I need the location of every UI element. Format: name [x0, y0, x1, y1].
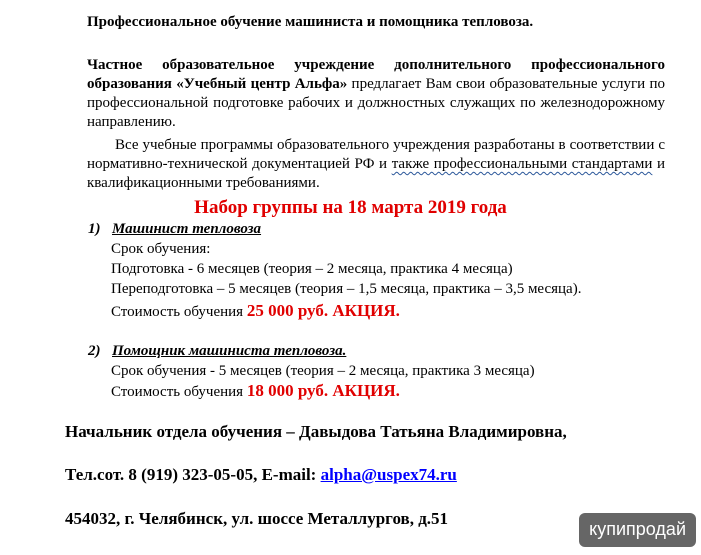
department-head: Начальник отдела обучения – Давыдова Татьяна Владимировна, [65, 422, 567, 441]
course-1-number: 1) [88, 221, 101, 237]
price-label: Стоимость обучения [111, 304, 247, 320]
course-1-heading [88, 221, 261, 238]
institution-name: Частное образовательное учреждение дополнительного профессионального образования «Учебный центр Альфа» [87, 57, 665, 92]
address: 454032, г. Челябинск, ул. шоссе Металлургов, д.51 [65, 509, 449, 528]
course-2-line: Срок обучения - 5 месяцев (теория – 2 месяца, практика 3 месяца) [111, 363, 535, 379]
email-link[interactable]: alpha@uspex74.ru [320, 465, 457, 484]
course-1-price-line [111, 301, 400, 321]
enrollment-headline: Набор группы на 18 марта 2019 года [194, 197, 507, 218]
course-2-price: 18 000 руб. АКЦИЯ. [246, 381, 400, 400]
course-2-price-line [111, 381, 400, 401]
programs-text-2: и квалификационными требованиями. [87, 156, 666, 191]
document-title: Профессиональное обучение машиниста и помощника тепловоза. [87, 14, 534, 30]
spellcheck-underlined-text: также профессиональными стандартами [391, 156, 653, 172]
course-1-price: 25 000 руб. АКЦИЯ. [246, 301, 400, 320]
intro-text: предлагает Вам свои образовательные услуги по профессиональной подготовке рабочих и должностных служащих по железнодорожному направлению. [87, 76, 665, 130]
programs-paragraph [87, 136, 665, 193]
phone-email-line [65, 465, 457, 485]
intro-paragraph [87, 56, 665, 132]
course-1-title: Машинист тепловоза [112, 221, 262, 237]
watermark-badge: купипродай [579, 513, 696, 547]
course-1-line: Срок обучения: [111, 241, 211, 257]
course-2-number: 2) [88, 343, 101, 359]
phone-label: Тел.сот. 8 (919) 323-05-05, E-mail: [65, 465, 321, 484]
course-1-line: Переподготовка – 5 месяцев (теория – 1,5 месяца, практика – 3,5 месяца). [111, 281, 582, 297]
course-2-title: Помощник машиниста тепловоза. [112, 343, 347, 359]
course-1-line: Подготовка - 6 месяцев (теория – 2 месяца, практика 4 месяца) [111, 261, 513, 277]
programs-text-1: Все учебные программы образовательного учреждения разработаны в соответствии с нормативно-технической документацией РФ и [87, 137, 665, 172]
price-label: Стоимость обучения [111, 384, 247, 400]
course-2-heading [88, 343, 346, 360]
